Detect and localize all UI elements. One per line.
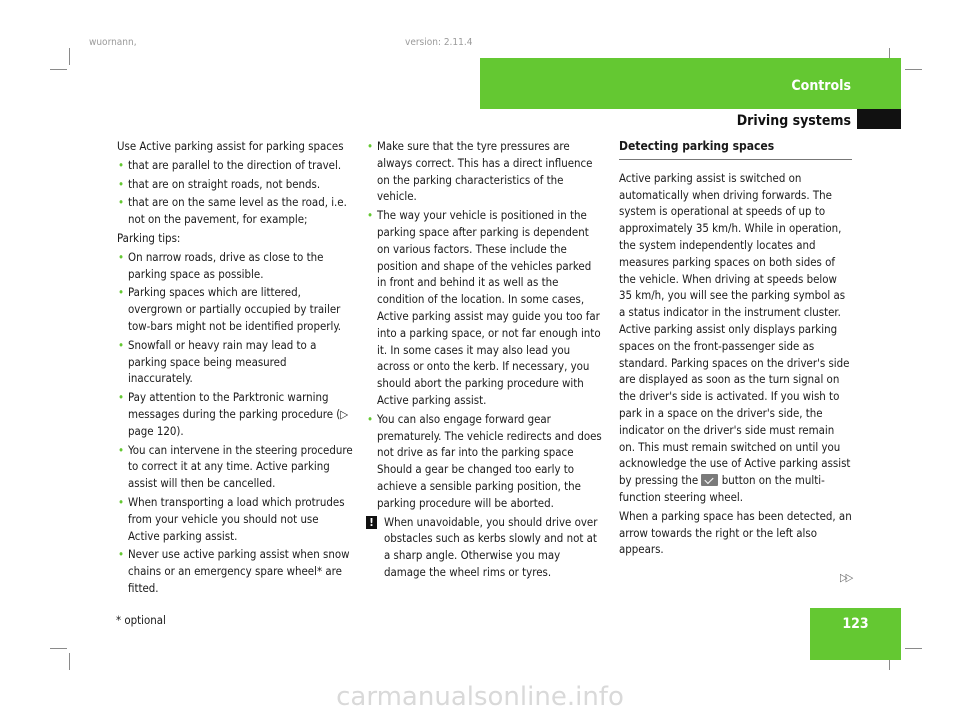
paragraph-text: button on the multi-function steering wheel. <box>619 473 825 504</box>
list-item: • Make sure that the tyre pressures are always correct. This has a direct influence on the parking characteristics of the vehicle. <box>366 138 603 205</box>
warning-icon: ! <box>366 516 377 529</box>
list-item: • When transporting a load which protrudes from your vehicle you should not use Active parking assist. <box>117 494 353 544</box>
paragraph-text: Active parking assist is switched on automatically when driving forwards. The system is operational at speeds of up to approximately 35 km/h. While in operation, the system independently locates and measures parking spaces on both sides of the vehicle. When driving at speeds below 35 km/h, you will see the parking symbol as a status indicator in the instrument cluster. Active parking assist only displays parking spaces on the front-passenger side as standard. Parking spaces on the driver's side are displayed as soon as the turn signal on the driver's side is activated. If you wish to park in a space on the driver's side, the indicator on the driver's side must remain on. This must remain switched on until you acknowledge the use of Active parking assist by pressing the <box>619 170 851 488</box>
section-banner <box>480 58 901 109</box>
list-item: • Pay attention to the Parktronic warning messages during the parking procedure (▷ page 120). <box>117 389 353 439</box>
left-column <box>117 138 353 599</box>
page-number-box <box>810 608 901 660</box>
watermark: carmanualsonline.info <box>336 682 624 712</box>
arrow-paragraph: When a parking space has been detected, an arrow towards the right or the left also appears. <box>619 508 852 557</box>
warning-text: When unavoidable, you should drive over obstacles such as kerbs slowly and not at a sharp angle. Otherwise you may damage the wheel rims or tyres. <box>384 514 598 579</box>
page-number: 123 <box>842 616 869 632</box>
right-column <box>619 138 852 560</box>
list-item: • that are parallel to the direction of travel. <box>117 157 353 174</box>
detect-paragraph <box>619 170 852 506</box>
continue-arrow-icon: ▷▷ <box>840 571 852 584</box>
crop-mark <box>69 653 70 670</box>
chapter-title-bar <box>480 109 901 129</box>
tips-label: Parking tips: <box>117 230 181 245</box>
header-meta-right: version: 2.11.4 <box>405 37 473 48</box>
list-item: • that are on straight roads, not bends. <box>117 176 353 193</box>
middle-column <box>366 138 603 581</box>
intro-list <box>117 157 353 228</box>
list-item: • You can also engage forward gear prematurely. The vehicle redirects and does not drive as far into the parking space Should a gear be changed too early to achieve a sensible parking position, the parking procedure will be aborted. <box>366 411 603 512</box>
crop-mark <box>50 69 67 70</box>
intro-text: Use Active parking assist for parking spaces <box>117 139 344 153</box>
checkmark-button-icon <box>701 474 718 486</box>
title-marker-block <box>857 109 901 129</box>
header-meta-left: wuornann, <box>89 37 137 48</box>
warning-note <box>366 514 603 581</box>
list-item: • Never use active parking assist when snow chains or an emergency spare wheel* are fitted. <box>117 546 353 596</box>
tips-list <box>117 249 353 597</box>
section-label: Controls <box>791 78 851 94</box>
list-item: • that are on the same level as the road, i.e. not on the pavement, for example; <box>117 194 353 228</box>
crop-mark <box>905 648 922 649</box>
crop-mark <box>905 69 922 70</box>
advice-list <box>366 138 603 512</box>
list-item: • On narrow roads, drive as close to the parking space as possible. <box>117 249 353 283</box>
footnote: * optional <box>116 613 166 627</box>
list-item: • The way your vehicle is positioned in the parking space after parking is dependent on various factors. These include the position and shape of the vehicles parked in front and behind it as well as the condition of the location. In some cases, Active parking assist may guide you too far into a parking space, or not far enough into it. In some cases it may also lead you across or onto the kerb. If necessary, you should abort the parking procedure with Active parking assist. <box>366 207 603 409</box>
crop-mark <box>50 648 67 649</box>
list-item: • You can intervene in the steering procedure to correct it at any time. Active parking assist will then be cancelled. <box>117 442 353 492</box>
section-heading: Detecting parking spaces <box>619 138 852 160</box>
list-item: • Parking spaces which are littered, overgrown or partially occupied by trailer tow-bars might not be identified properly. <box>117 284 353 334</box>
crop-mark <box>69 48 70 65</box>
chapter-title: Driving systems <box>736 113 851 129</box>
list-item: • Snowfall or heavy rain may lead to a parking space being measured inaccurately. <box>117 337 353 387</box>
